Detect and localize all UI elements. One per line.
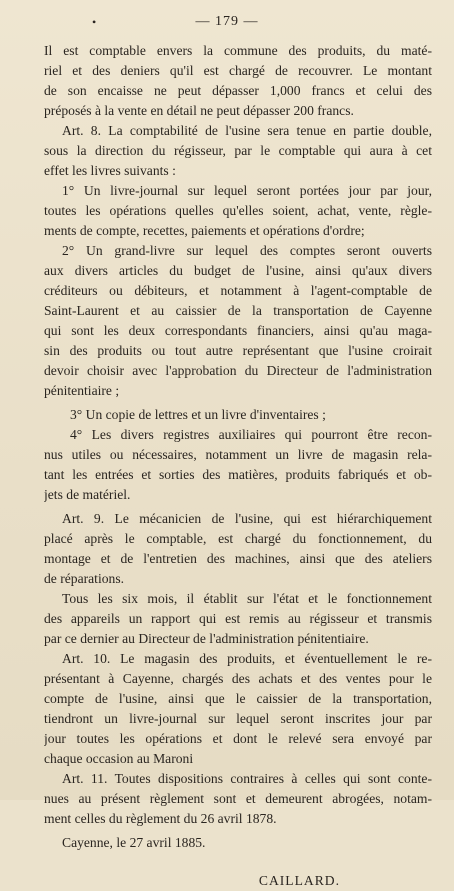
text-line: qui sont les deux correspondants financiers, ainsi qu'au maga- <box>44 323 432 338</box>
text-line: tiendront un livre-journal sur lequel seront inscrites jour par <box>44 711 432 726</box>
text-line: riel et des deniers qu'il est chargé de recouvrer. Le montant <box>44 63 432 78</box>
text-line: préposés à la vente en détail ne peut dépasser 200 francs. <box>44 103 354 118</box>
text-line: jour toutes les opérations et dont le relevé sera envoyé par <box>44 731 432 746</box>
signature: CAILLARD. <box>258 873 340 888</box>
text-line: Il est comptable envers la commune des produits, du maté- <box>44 43 432 58</box>
text-line: Art. 10. Le magasin des produits, et éventuellement le re- <box>62 651 432 666</box>
bullet-mark: • <box>92 15 97 29</box>
text-line: sin des produits ou tout autre représentant que l'usine croirait <box>44 343 432 358</box>
text-line: Saint-Laurent et au caissier de la transportation de Cayenne <box>44 303 432 318</box>
text-line: 1° Un livre-journal sur lequel seront portées jour par jour, <box>62 183 432 198</box>
text-line: nus utiles ou nécessaires, notamment un livre de magasin rela- <box>44 447 432 462</box>
text-line: de son encaisse ne peut dépasser 1,000 francs et celui des <box>44 83 432 98</box>
page-body <box>44 41 432 891</box>
text-line: pénitentiaire ; <box>44 383 120 398</box>
text-line: tant les entrées et sorties des matières, produits fabriqués et ob- <box>44 467 432 482</box>
text-line: placé après le comptable, est chargé du fonctionnement, du <box>44 531 432 546</box>
text-line: ment celles du règlement du 26 avril 1878. <box>44 811 277 826</box>
text-line: compte de l'usine, ainsi que le caissier de la transportation, <box>44 691 432 706</box>
text-line: Tous les six mois, il établit sur l'état et le fonctionnement <box>62 591 432 606</box>
text-line: présentant à Cayenne, chargés des achats et des ventes pour le <box>44 671 432 686</box>
date-line: Cayenne, le 27 avril 1885. <box>62 835 206 850</box>
text-line: nues au présent règlement sont et demeurent abrogées, notam- <box>44 791 432 806</box>
text-line: des appareils un rapport qui est remis au régisseur et transmis <box>44 611 432 626</box>
text-line: Art. 8. La comptabilité de l'usine sera tenue en partie double, <box>62 123 432 138</box>
text-line: ments de compte, recettes, paiements et opérations d'ordre; <box>44 223 365 238</box>
text-line: Art. 9. Le mécanicien de l'usine, qui est hiérarchiquement <box>62 511 432 526</box>
text-line: toutes les opérations quelles qu'elles soient, achat, vente, règle- <box>44 203 432 218</box>
text-line: 2° Un grand-livre sur lequel des comptes seront ouverts <box>62 243 432 258</box>
text-line: par ce dernier au Directeur de l'administration pénitentiaire. <box>44 631 369 646</box>
text-line: chaque occasion au Maroni <box>44 751 194 766</box>
text-line: aux divers articles du budget de l'usine, ainsi qu'aux divers <box>44 263 432 278</box>
text-line: effet les livres suivants : <box>44 163 176 178</box>
text-line: Art. 11. Toutes dispositions contraires à celles qui sont conte- <box>62 771 432 786</box>
text-line: 4° Les divers registres auxiliaires qui pourront être recon- <box>70 427 432 442</box>
text-line: jets de matériel. <box>44 487 131 502</box>
text-line: sous la direction du régisseur, par le comptable qui aura à cet <box>44 143 432 158</box>
page-number: — 179 — <box>195 14 259 29</box>
text-line: devoir choisir avec l'approbation du Directeur de l'administration <box>44 363 432 378</box>
text-line: de réparations. <box>44 571 125 586</box>
text-line: créditeurs ou débiteurs, et notamment à l'agent-comptable de <box>44 283 432 298</box>
text-line: montage et de l'entretien des machines, ainsi que des ateliers <box>44 551 432 566</box>
text-line: 3° Un copie de lettres et un livre d'inventaires ; <box>70 407 326 422</box>
